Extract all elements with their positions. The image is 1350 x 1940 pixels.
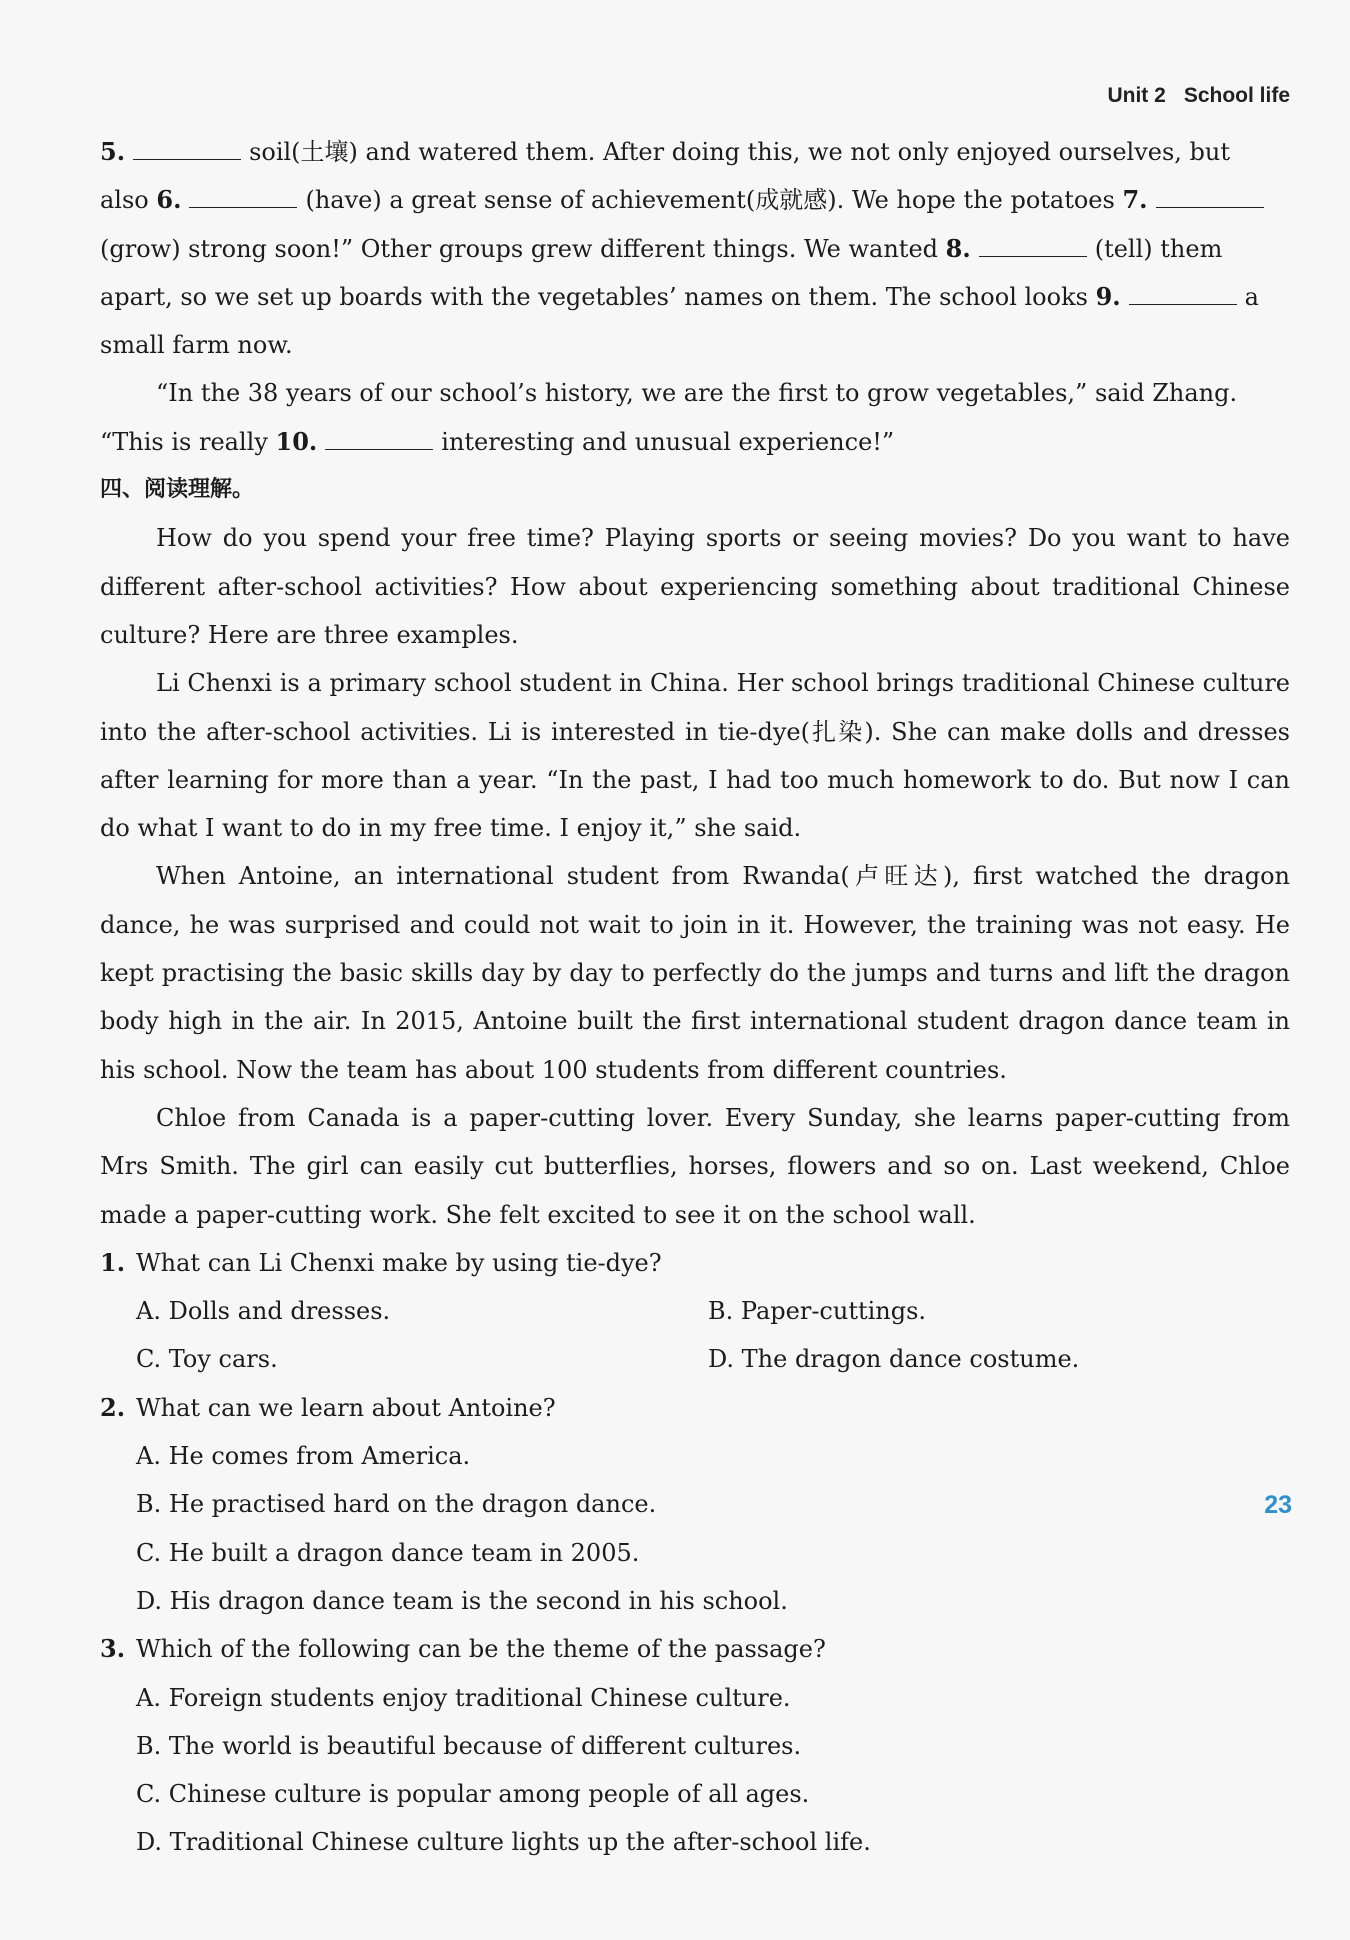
- cloze-line-2: [100, 176, 1290, 224]
- question-text: What can Li Chenxi make by using tie-dye?: [136, 1248, 662, 1277]
- cloze-text: interesting and unusual experience!”: [441, 427, 895, 456]
- question-3: [100, 1625, 1290, 1866]
- page-content: [100, 128, 1290, 1867]
- blank-number-7: 7.: [1122, 185, 1148, 215]
- unit-label: Unit 2: [1107, 84, 1166, 107]
- question-2: [100, 1384, 1290, 1625]
- option-d[interactable]: D. Traditional Chinese culture lights up the after-school life.: [136, 1828, 871, 1857]
- cloze-line-3: [100, 225, 1290, 273]
- option-c[interactable]: C. Chinese culture is popular among people of all ages.: [136, 1780, 810, 1809]
- option-c[interactable]: C. He built a dragon dance team in 2005.: [136, 1538, 640, 1567]
- blank-9[interactable]: [1129, 284, 1237, 305]
- cloze-paragraph-2-line-2: [100, 418, 1290, 466]
- question-text: What can we learn about Antoine?: [136, 1393, 556, 1422]
- cloze-text: “This is really: [100, 427, 276, 456]
- option-b[interactable]: B. The world is beautiful because of different cultures.: [136, 1731, 802, 1760]
- option-a[interactable]: A. Dolls and dresses.: [136, 1297, 391, 1326]
- blank-number-9: 9.: [1095, 281, 1121, 311]
- option-b[interactable]: B. He practised hard on the dragon dance.: [136, 1490, 657, 1519]
- question-number: 3.: [100, 1634, 126, 1664]
- passage-paragraph: Chloe from Canada is a paper-cutting lover. Every Sunday, she learns paper-cutting from Mrs Smith. The girl can easily cut butterflies, horses, flowers and so on. Last weekend, Chloe made a paper-cutting work. She felt excited to see it on the school wall.: [100, 1103, 1290, 1229]
- cloze-text: a: [1244, 282, 1259, 311]
- blank-10[interactable]: [325, 429, 433, 450]
- blank-number-6: 6.: [156, 185, 182, 215]
- passage-paragraph: When Antoine, an international student from Rwanda(卢旺达), first watched the dragon dance, he was surprised and could not wait to join in it. However, the training was not easy. He kept practising the basic skills day by day to perfectly do the jumps and turns and lift the dragon body high in the air. In 2015, Antoine built the first international student dragon dance team in his school. Now the team has about 100 students from different countries.: [100, 862, 1290, 1084]
- blank-6[interactable]: [189, 187, 297, 208]
- option-a[interactable]: A. He comes from America.: [136, 1442, 471, 1471]
- question-text: Which of the following can be the theme of the passage?: [136, 1635, 826, 1664]
- cloze-paragraph-2: “In the 38 years of our school’s history, we are the first to grow vegetables,” said Zhang.: [156, 379, 1238, 408]
- cloze-text: (tell) them: [1094, 234, 1223, 263]
- blank-number-10: 10.: [275, 426, 318, 456]
- blank-number-5: 5.: [100, 137, 126, 166]
- option-b[interactable]: B. Paper-cuttings.: [708, 1297, 927, 1326]
- question-stem: [100, 1239, 1290, 1287]
- passage-paragraph: Li Chenxi is a primary school student in China. Her school brings traditional Chinese culture into the after-school activities. Li is interested in tie-dye(扎染). She can make dolls and dresses after learning for more than a year. “In the past, I had too much homework to do. But now I can do what I want to do in my free time. I enjoy it,” she said.: [100, 669, 1290, 843]
- option-list: [100, 1287, 1290, 1384]
- cloze-text: soil(土壤) and watered them. After doing this, we not only enjoyed ourselves, but: [249, 138, 1231, 166]
- cloze-line-1: [100, 128, 1290, 176]
- cloze-text: (have) a great sense of achievement(成就感). We hope the potatoes: [305, 186, 1123, 215]
- question-stem: [100, 1625, 1290, 1673]
- question-1: [100, 1239, 1290, 1384]
- option-a[interactable]: A. Foreign students enjoy traditional Chinese culture.: [136, 1683, 791, 1712]
- blank-7[interactable]: [1156, 187, 1264, 208]
- section-title: 四、阅读理解。: [100, 477, 255, 503]
- blank-5[interactable]: [133, 139, 241, 160]
- cloze-line-4: [100, 273, 1290, 321]
- cloze-text: also: [100, 186, 157, 215]
- page-number: 23: [1264, 1491, 1292, 1519]
- unit-title: School life: [1183, 84, 1290, 107]
- option-d[interactable]: D. His dragon dance team is the second in his school.: [136, 1586, 788, 1615]
- question-number: 2.: [100, 1392, 126, 1422]
- question-stem: [100, 1384, 1290, 1432]
- cloze-text: apart, so we set up boards with the vegetables’ names on them. The school looks: [100, 282, 1096, 311]
- passage-paragraph: How do you spend your free time? Playing sports or seeing movies? Do you want to have different after-school activities? How about experiencing something about traditional Chinese culture? Here are three examples.: [100, 524, 1290, 649]
- blank-8[interactable]: [979, 236, 1087, 257]
- option-d[interactable]: D. The dragon dance costume.: [708, 1345, 1080, 1374]
- blank-number-8: 8.: [945, 233, 971, 263]
- question-number: 1.: [100, 1247, 126, 1277]
- cloze-line-5: small farm now.: [100, 331, 293, 360]
- option-c[interactable]: C. Toy cars.: [136, 1345, 278, 1374]
- page-header: [1107, 84, 1290, 108]
- cloze-text: (grow) strong soon!” Other groups grew different things. We wanted: [100, 234, 946, 263]
